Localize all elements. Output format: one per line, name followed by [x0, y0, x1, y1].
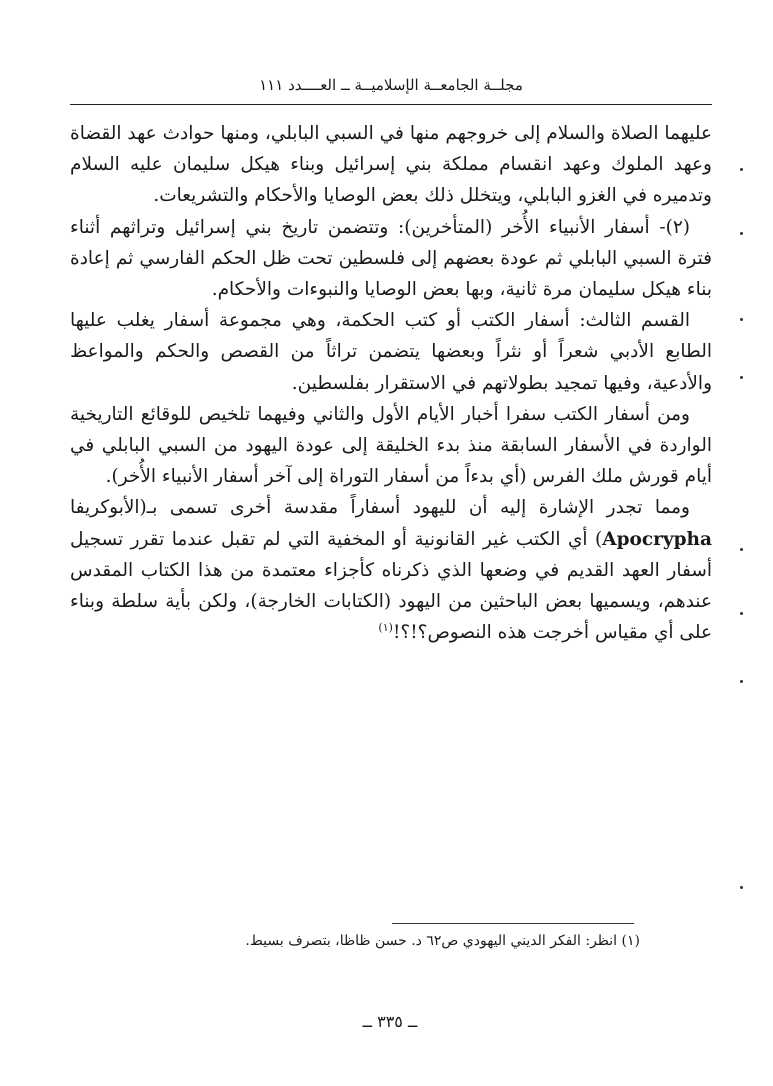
footnote: (١) انظر: الفكر الديني اليهودي ص٦٢ د. حسن ظاظا، بتصرف بسيط.	[245, 933, 640, 949]
paragraph-5-start: ومما تجدر الإشارة إليه أن لليهود أسفاراً مقدسة أخرى تسمى بـ(الأبوكريفا	[70, 497, 690, 519]
header-divider	[70, 104, 712, 105]
paragraph-5-end: ) أي الكتب غير القانونية أو المخفية التي لم تقبل عندما تقرر تسجيل أسفار العهد القديم في وضعها الذي ذكرناه كأجزاء معتمدة من هذا الكتاب المقدس عندهم، ويسميها بعض الباحثين من اليهود (الكتابات الخارجة)، ولكن بأية سلطة وبناء على أي مقياس أخرجت هذه النصوص؟!؟!	[70, 528, 712, 644]
paragraph-3: القسم الثالث: أسفار الكتب أو كتب الحكمة، وهي مجموعة أسفار يغلب عليها الطابع الأدبي شعراً أو نثراً وبعضها يتضمن تراثاً من القصص والحكم والمواعظ والأدعية، وفيها تمجيد بطولاتهم في الاستقرار بفلسطين.	[70, 310, 712, 394]
page-number: ــ ٣٣٥ ــ	[362, 1012, 418, 1031]
footnote-divider	[392, 923, 634, 924]
scan-mark	[740, 886, 743, 889]
footnote-reference[interactable]: (١)	[378, 621, 393, 635]
scan-mark	[740, 680, 743, 683]
scan-mark	[740, 318, 743, 321]
main-text	[70, 118, 712, 648]
scan-mark	[740, 376, 743, 379]
apocrypha-term: Apocrypha	[602, 528, 712, 550]
scan-mark	[740, 232, 743, 235]
paragraph-4: ومن أسفار الكتب سفرا أخبار الأيام الأول والثاني وفيهما تلخيص للوقائع التاريخية الواردة في الأسفار السابقة منذ بدء الخليقة إلى عودة اليهود من السبي البابلي في أيام قورش ملك الفرس (أي بدءاً من أسفار التوراة إلى آخر أسفار الأنبياء الأُخر).	[70, 403, 712, 488]
scan-mark	[740, 548, 743, 551]
paragraph-2: (٢)- أسفار الأنبياء الأُخر (المتأخرين): وتتضمن تاريخ بني إسرائيل وتراثهم أثناء فترة السبي البابلي ثم عودة بعضهم إلى فلسطين تحت ظل الحكم الفارسي ثم إعادة بناء هيكل سليمان مرة ثانية، وبها بعض الوصايا والنبوءات والأحكام.	[70, 216, 712, 301]
scan-mark	[740, 168, 743, 171]
paragraph-1: عليهما الصلاة والسلام إلى خروجهم منها في السبي البابلي، ومنها حوادث عهد القضاة وعهد الملوك وعهد انقسام مملكة بني إسرائيل وبناء هيكل سليمان عليه السلام وتدميره في الغزو البابلي، ويتخلل ذلك بعض الوصايا والأحكام والتشريعات.	[70, 123, 712, 207]
paragraph-5	[70, 492, 712, 648]
scan-mark	[740, 612, 743, 615]
running-header: مجلــة الجامعــة الإسلاميــة ــ العــــدد ١١١	[259, 76, 523, 94]
